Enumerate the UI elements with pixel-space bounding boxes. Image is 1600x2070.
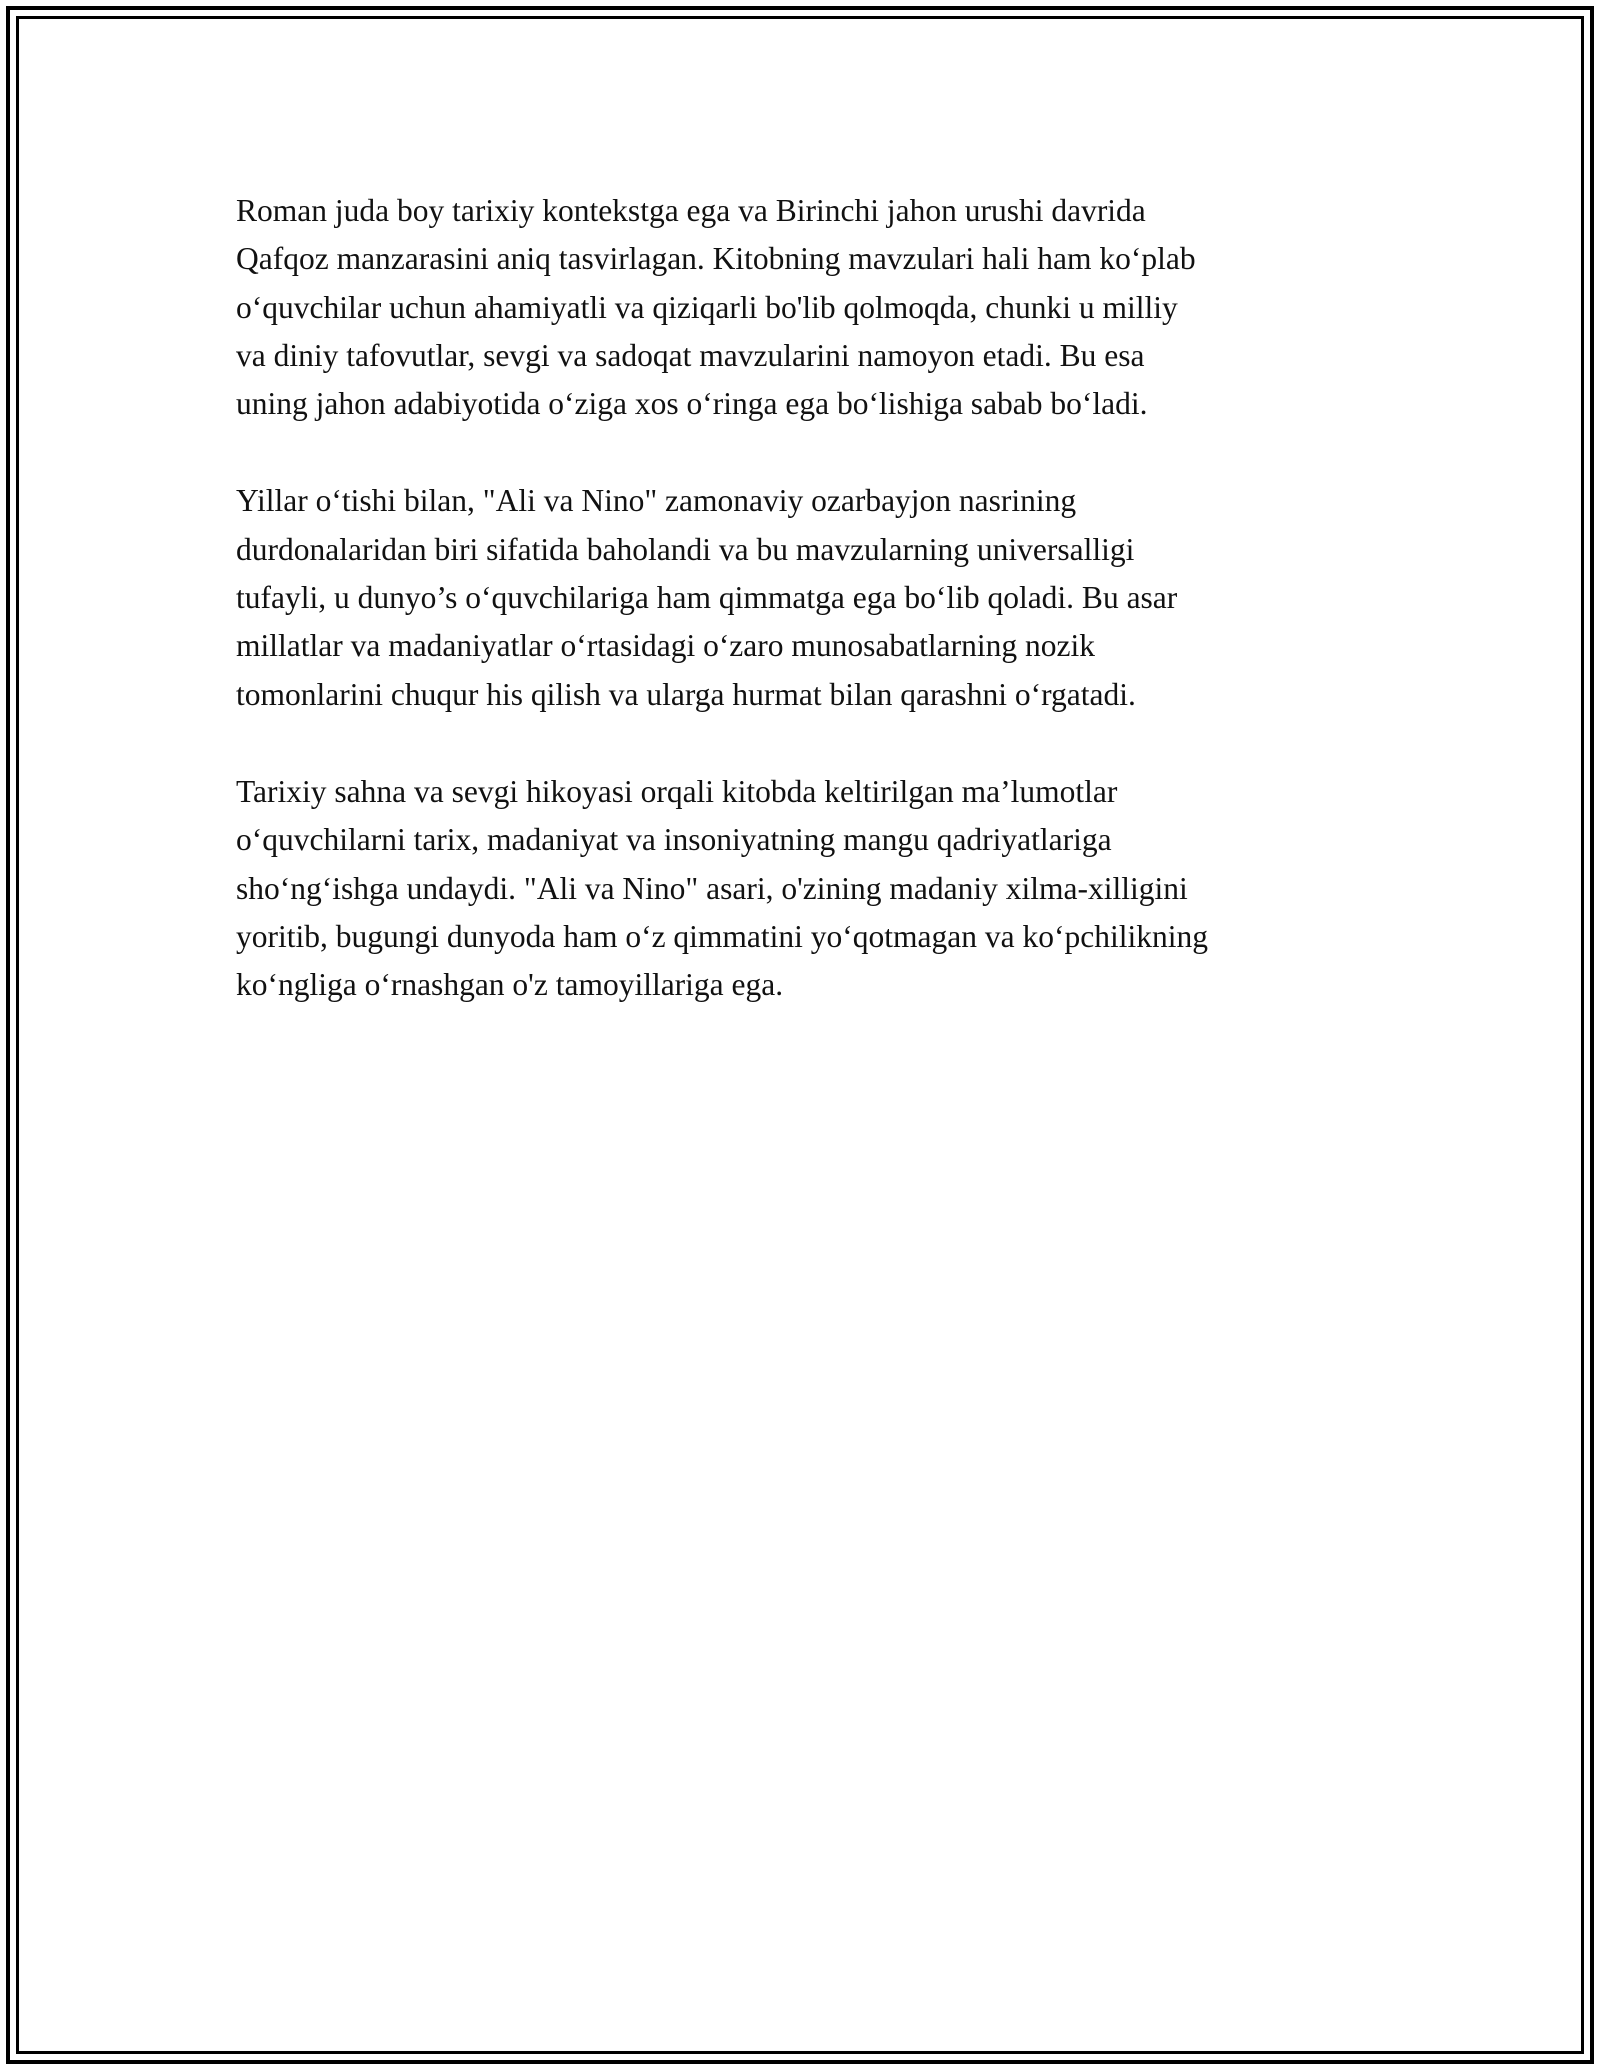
text-line: Yillar oʻtishi bilan, "Ali va Nino" zamonaviy ozarbayjon nasrining bbox=[236, 483, 1077, 519]
document-body bbox=[236, 187, 1386, 1058]
text-line: tomonlarini chuqur his qilish va ularga hurmat bilan qarashni oʻrgatadi. bbox=[236, 676, 1136, 712]
text-line: yoritib, bugungi dunyoda ham oʻz qimmatini yoʻqotmagan va koʻpchilikning bbox=[236, 918, 1208, 954]
text-line: durdonalaridan biri sifatida baholandi va bu mavzularning universalligi bbox=[236, 531, 1135, 567]
text-line: oʻquvchilar uchun ahamiyatli va qiziqarli bo'lib qolmoqda, chunki u milliy bbox=[236, 289, 1178, 325]
text-line: oʻquvchilarni tarix, madaniyat va insoniyatning mangu qadriyatlariga bbox=[236, 822, 1112, 858]
text-line: uning jahon adabiyotida oʻziga xos oʻringa ega boʻlishiga sabab boʻladi. bbox=[236, 386, 1148, 422]
paragraph-2 bbox=[236, 477, 1386, 718]
text-line: va diniy tafovutlar, sevgi va sadoqat mavzularini namoyon etadi. Bu esa bbox=[236, 337, 1145, 373]
text-line: Qafqoz manzarasini aniq tasvirlagan. Kitobning mavzulari hali ham koʻplab bbox=[236, 241, 1196, 277]
text-line: koʻngliga oʻrnashgan o'z tamoyillariga ega. bbox=[236, 967, 784, 1003]
text-line: Roman juda boy tarixiy kontekstga ega va Birinchi jahon urushi davrida bbox=[236, 193, 1146, 228]
text-line: tufayli, u dunyo’s oʻquvchilariga ham qimmatga ega boʻlib qoladi. Bu asar bbox=[236, 580, 1178, 616]
text-line: shoʻngʻishga undaydi. "Ali va Nino" asari, o'zining madaniy xilma-xilligini bbox=[236, 870, 1188, 906]
text-line: Tarixiy sahna va sevgi hikoyasi orqali kitobda keltirilgan ma’lumotlar bbox=[236, 773, 1118, 809]
paragraph-3 bbox=[236, 768, 1386, 1009]
text-line: millatlar va madaniyatlar oʻrtasidagi oʻzaro munosabatlarning nozik bbox=[236, 628, 1095, 664]
paragraph-1 bbox=[236, 187, 1386, 428]
